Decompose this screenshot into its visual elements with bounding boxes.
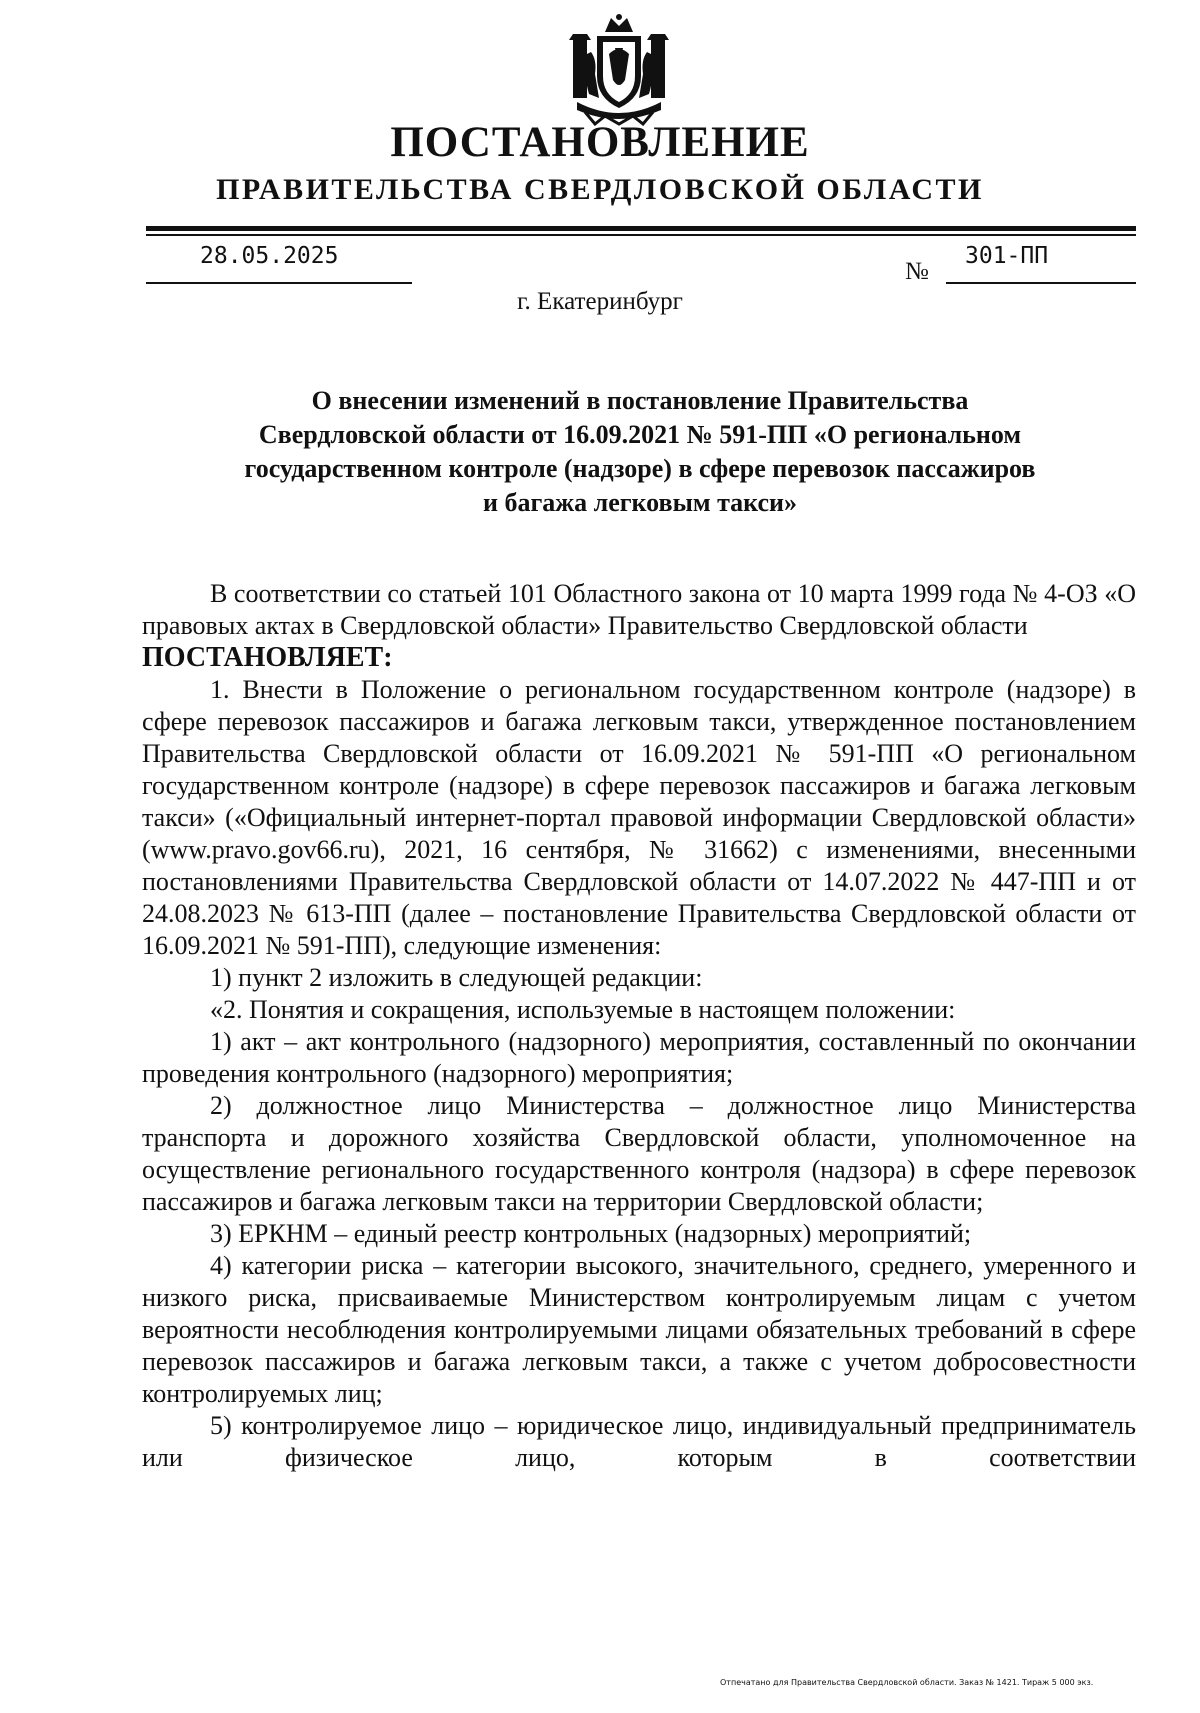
number-underline xyxy=(946,282,1136,284)
body-paragraph: 1) пункт 2 изложить в следующей редакции: xyxy=(210,963,703,992)
number-sign: № xyxy=(905,258,929,285)
issuing-organization: ПРАВИТЕЛЬСТВА СВЕРДЛОВСКОЙ ОБЛАСТИ xyxy=(216,173,984,206)
print-footer: Отпечатано для Правительства Свердловской области. Заказ № 1421. Тираж 5 000 экз. xyxy=(720,1678,1094,1687)
document-number: 301-ПП xyxy=(965,243,1049,269)
body-paragraph: «2. Понятия и сокращения, используемые в настоящем положении: xyxy=(210,995,956,1024)
title-line: О внесении изменений в постановление Правительства xyxy=(311,386,969,415)
header-rule-thin xyxy=(146,234,1136,236)
document-date: 28.05.2025 xyxy=(200,243,339,269)
document-body xyxy=(142,578,1136,1474)
decree-word: ПОСТАНОВЛЯЕТ: xyxy=(142,642,393,673)
body-paragraph: 2) должностное лицо Министерства – должностное лицо Министерства транспорта и дорожного хозяйства Свердловской области, уполномоченное на осуществление регионального государственного контроля (надзора) в сфере перевозок пассажиров и багажа легковым такси на территории Свердловской области; xyxy=(142,1091,1136,1216)
body-paragraph: 1) акт – акт контрольного (надзорного) мероприятия, составленный по окончании проведения контрольного (надзорного) мероприятия; xyxy=(142,1027,1136,1088)
date-underline xyxy=(146,282,412,284)
body-paragraph: 4) категории риска – категории высокого, значительного, среднего, умеренного и низкого риска, присваиваемые Министерством контролируемым лицам с учетом вероятности несоблюдения контролируемыми лицами обязательных требований в сфере перевозок пассажиров и багажа легковым такси, а также с учетом добросовестности контролируемых лиц; xyxy=(142,1251,1136,1408)
title-line: Свердловской области от 16.09.2021 № 591-ПП «О региональном xyxy=(258,420,1022,449)
body-paragraph: 1. Внести в Положение о региональном государственном контроле (надзоре) в сфере перевозок пассажиров и багажа легковым такси, утвержденное постановлением Правительства Свердловской области от 16.09.2021 № 591-ПП «О региональном государственном контроле (надзоре) в сфере перевозок пассажиров и багажа легковым такси» («Официальный интернет-портал правовой информации Свердловской области» (www.pravo.gov66.ru), 2021, 16 сентября, № 31662) с изменениями, внесенными постановлениями Правительства Свердловской области от 14.07.2022 № 447-ПП и от 24.08.2023 № 613-ПП (далее – постановление Правительства Свердловской области от 16.09.2021 № 591-ПП), следующие изменения: xyxy=(142,675,1136,960)
document-title xyxy=(180,384,1100,520)
coat-of-arms-icon xyxy=(565,14,673,126)
title-line: и багажа легковым такси» xyxy=(482,488,798,517)
header-rule-thick xyxy=(146,226,1136,231)
document-type: ПОСТАНОВЛЕНИЕ xyxy=(390,119,810,166)
preamble-paragraph: В соответствии со статьей 101 Областного закона от 10 марта 1999 года № 4-ОЗ «О правовых актах в Свердловской области» Правительство Свердловской области xyxy=(142,579,1136,640)
title-line: государственном контроле (надзоре) в сфере перевозок пассажиров xyxy=(244,454,1036,483)
body-paragraph: 5) контролируемое лицо – юридическое лицо, индивидуальный предприниматель или физическое лицо, которым в соответствии xyxy=(142,1411,1136,1472)
body-paragraph: 3) ЕРКНМ – единый реестр контрольных (надзорных) мероприятий; xyxy=(210,1219,972,1248)
document-city: г. Екатеринбург xyxy=(517,288,683,315)
